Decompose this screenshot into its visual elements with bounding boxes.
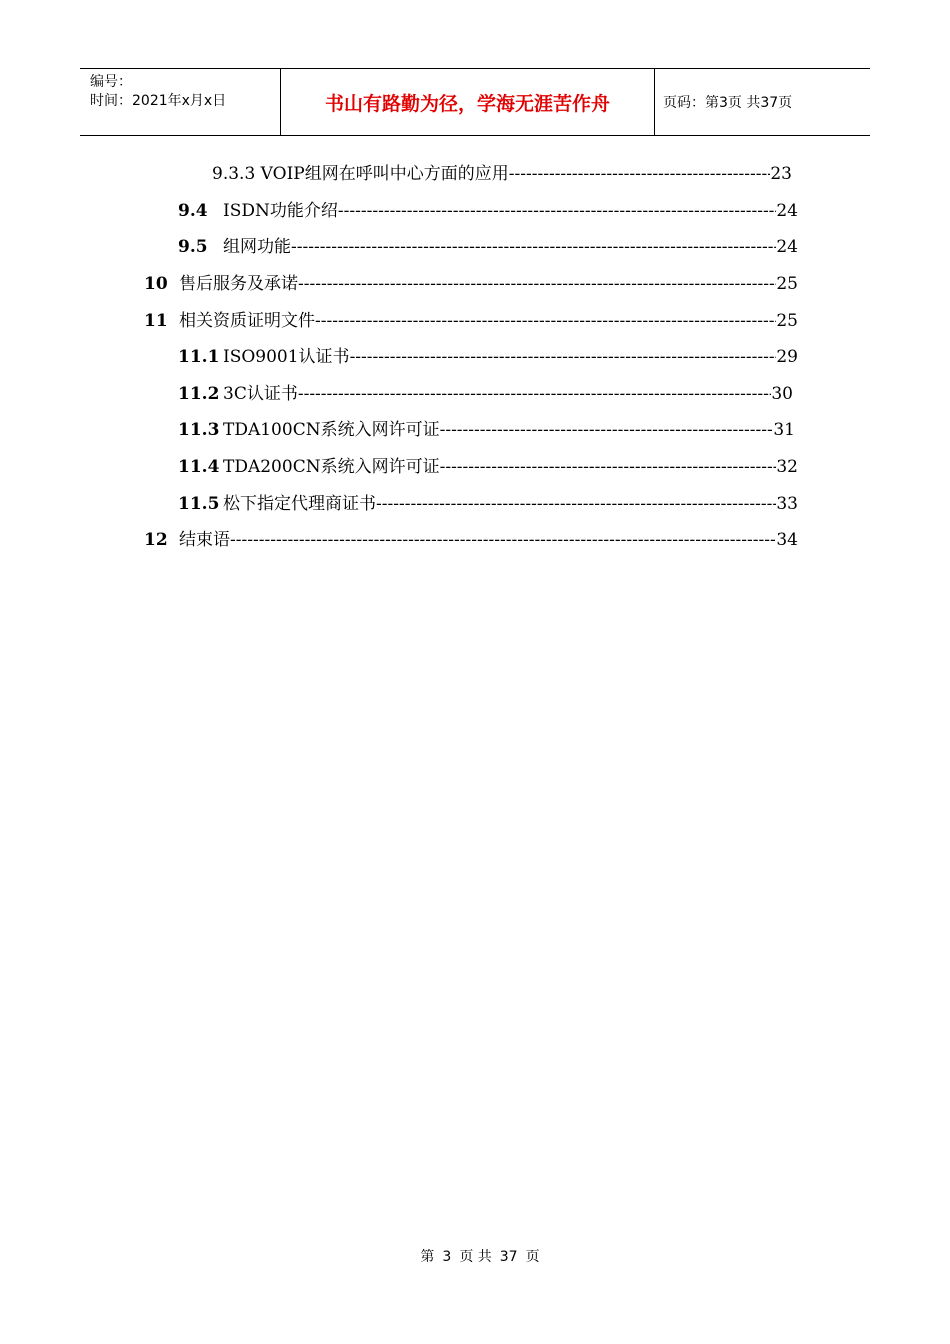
- toc-leader: [350, 347, 777, 366]
- toc-number: 9.5: [178, 237, 208, 256]
- toc-entry-9-3-3[interactable]: [212, 159, 792, 183]
- toc-page: 25: [776, 311, 798, 330]
- toc-page: 30: [771, 384, 793, 403]
- toc-entry-9-5[interactable]: [178, 232, 798, 256]
- toc-page: 25: [776, 274, 798, 293]
- toc-page: 29: [776, 347, 798, 366]
- toc-leader: [298, 384, 772, 403]
- toc-number: 11.5: [178, 494, 220, 513]
- toc-leader: [440, 420, 774, 439]
- toc-title: 结束语: [179, 530, 230, 549]
- page-footer: [0, 1246, 950, 1266]
- toc-number: 11.2: [178, 384, 220, 403]
- toc-page: 24: [776, 201, 798, 220]
- toc-title: TDA100CN系统入网许可证: [223, 420, 440, 439]
- toc-leader: [298, 274, 776, 293]
- toc-entry-11-4[interactable]: [178, 452, 798, 476]
- toc-title: TDA200CN系统入网许可证: [223, 457, 440, 476]
- toc-page: 23: [770, 164, 792, 183]
- toc-page: 33: [776, 494, 798, 513]
- header-page-info: 页码：第3页 共37页: [663, 95, 793, 111]
- toc-number: 11: [144, 311, 168, 330]
- toc-leader: [440, 457, 777, 476]
- toc-leader: [376, 494, 776, 513]
- toc-leader: [291, 237, 776, 256]
- toc-page: 34: [776, 530, 798, 549]
- toc-entry-11-5[interactable]: [178, 489, 798, 513]
- header-motto: 书山有路勤为径，学海无涯苦作舟: [281, 69, 655, 135]
- toc-number: 11.4: [178, 457, 220, 476]
- footer-mid: 页 共: [459, 1249, 492, 1265]
- toc-title: 相关资质证明文件: [179, 311, 315, 330]
- toc-number: 10: [144, 274, 168, 293]
- toc-number: 9.4: [178, 201, 208, 220]
- toc-title: 3C认证书: [223, 384, 298, 403]
- toc-title: 组网功能: [223, 237, 291, 256]
- toc-leader: [315, 311, 776, 330]
- toc-entry-12[interactable]: [144, 525, 798, 549]
- toc-number: 11.1: [178, 347, 220, 366]
- toc-entry-11-3[interactable]: [178, 415, 795, 439]
- toc-title: 9.3.3 VOIP组网在呼叫中心方面的应用: [212, 164, 509, 183]
- header-meta: [80, 69, 281, 135]
- toc-entry-11[interactable]: [144, 306, 798, 330]
- page-header: [80, 68, 870, 136]
- toc-title: ISDN功能介绍: [223, 201, 338, 220]
- toc-page: 31: [773, 420, 795, 439]
- toc-page: 32: [776, 457, 798, 476]
- footer-total-pages: 37: [499, 1249, 518, 1265]
- doc-time-label: 时间：2021年x月x日: [90, 93, 227, 109]
- toc-entry-11-1[interactable]: [178, 342, 798, 366]
- footer-prefix: 第: [420, 1249, 435, 1265]
- footer-suffix: 页: [525, 1249, 540, 1265]
- toc-title: ISO9001认证书: [223, 347, 350, 366]
- toc-entry-10[interactable]: [144, 269, 798, 293]
- toc-leader: [230, 530, 776, 549]
- toc-title: 售后服务及承诺: [179, 274, 298, 293]
- toc-number: 11.3: [178, 420, 220, 439]
- toc-entry-11-2[interactable]: [178, 379, 793, 403]
- toc-leader: [509, 164, 771, 183]
- toc-title: 松下指定代理商证书: [223, 494, 376, 513]
- doc-number-label: 编号：: [90, 74, 132, 90]
- toc-page: 24: [776, 237, 798, 256]
- toc-entry-9-4[interactable]: [178, 196, 798, 220]
- toc-number: 12: [144, 530, 168, 549]
- footer-current-page: 3: [442, 1249, 452, 1265]
- toc-leader: [338, 201, 776, 220]
